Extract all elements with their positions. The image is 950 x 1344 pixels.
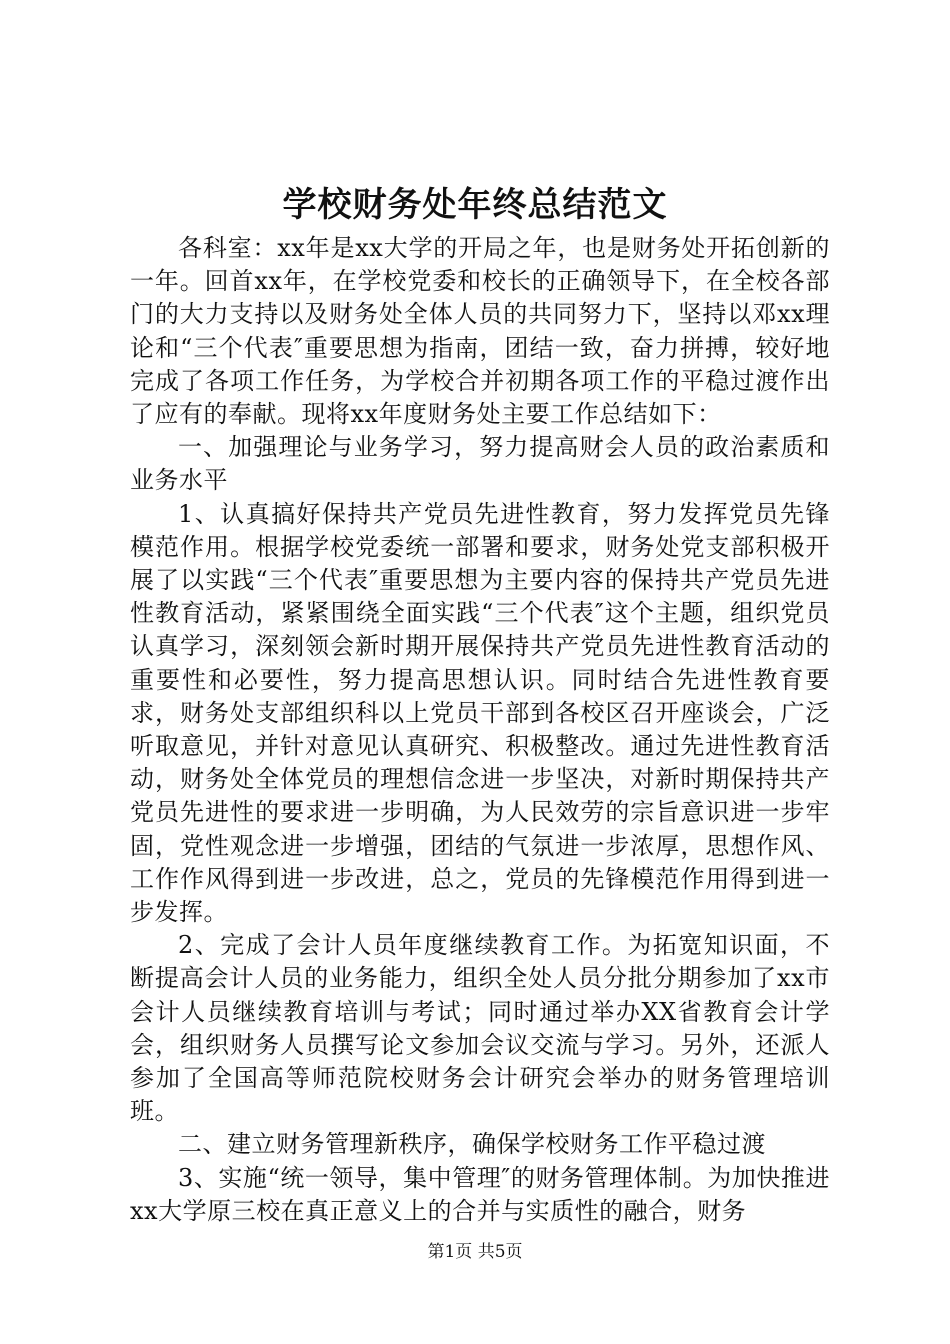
paragraph-item-2: 2、完成了会计人员年度继续教育工作。为拓宽知识面，不断提高会计人员的业务能力，组织全处人员分批分期参加了xx市会计人员继续教育培训与考试；同时通过举办XX省教育会计学会，组织财务人员撰写论文参加会议交流与学习。另外，还派人参加了全国高等师范院校财务会计研究会举办的财务管理培训班。 — [130, 931, 830, 1126]
document-body — [130, 232, 830, 1228]
document-title: 学校财务处年终总结范文 — [282, 185, 668, 225]
paragraph-item-1: 1、认真搞好保持共产党员先进性教育，努力发挥党员先锋模范作用。根据学校党委统一部署和要求，财务处党支部积极开展了以实践“三个代表″重要思想为主要内容的保持共产党员先进性教育活动，紧紧围绕全面实践“三个代表″这个主题，组织党员认真学习，深刻领会新时期开展保持共产党员先进性教育活动的重要性和必要性，努力提高思想认识。同时结合先进性教育要求，财务处支部组织科以上党员干部到各校区召开座谈会，广泛听取意见，并针对意见认真研究、积极整改。通过先进性教育活动，财务处全体党员的理想信念进一步坚决，对新时期保持共产党员先进性的要求进一步明确，为人民效劳的宗旨意识进一步牢固，党性观念进一步增强，团结的气氛进一步浓厚，思想作风、工作作风得到进一步改进，总之，党员的先锋模范作用得到进一步发挥。 — [130, 499, 830, 927]
paragraph-intro: 各科室：xx年是xx大学的开局之年，也是财务处开拓创新的一年。回首xx年，在学校党委和校长的正确领导下，在全校各部门的大力支持以及财务处全体人员的共同努力下，坚持以邓xx理论和“三个代表″重要思想为指南，团结一致，奋力拼搏，较好地完成了各项工作任务，为学校合并初期各项工作的平稳过渡作出了应有的奉献。现将xx年度财务处主要工作总结如下： — [130, 234, 830, 429]
section-heading-2: 二、建立财务管理新秩序，确保学校财务工作平稳过渡 — [178, 1130, 766, 1159]
section-heading-1: 一、加强理论与业务学习，努力提高财会人员的政治素质和业务水平 — [130, 433, 830, 495]
page-footer: 第1页 共5页 — [427, 1242, 523, 1262]
paragraph-item-3: 3、实施“统一领导，集中管理″的财务管理体制。为加快推进xx大学原三校在真正意义上的合并与实质性的融合，财务 — [130, 1163, 830, 1225]
